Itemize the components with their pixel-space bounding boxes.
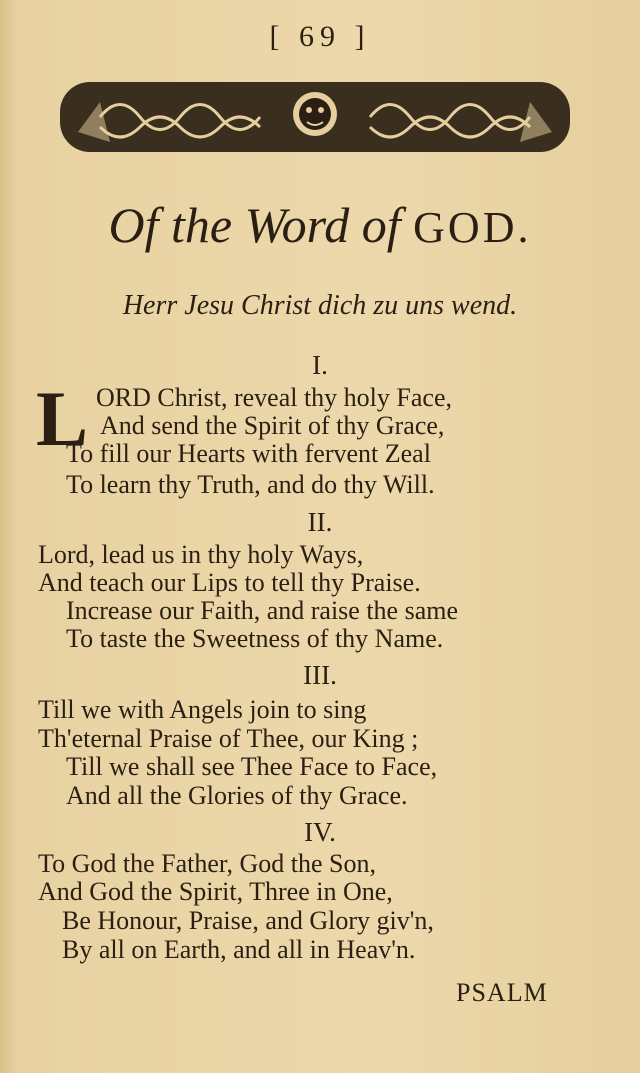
stanza-3-line-1: Till we with Angels join to sing	[38, 695, 367, 724]
stanza-2-line-4: To taste the Sweetness of thy Name.	[66, 624, 444, 653]
stanza-4-line-3: Be Honour, Praise, and Glory giv'n,	[62, 906, 434, 935]
stanza-3-line-2: Th'eternal Praise of Thee, our King ;	[38, 724, 419, 753]
catchword: PSALM	[456, 978, 548, 1007]
stanza-4-line-1: To God the Father, God the Son,	[38, 849, 376, 878]
stanza-2-line-1: Lord, lead us in thy holy Ways,	[38, 540, 364, 569]
stanza-3-line-3: Till we shall see Thee Face to Face,	[66, 752, 438, 781]
tune-subtitle: Herr Jesu Christ dich zu uns wend.	[122, 290, 518, 321]
stanza-3-line-4: And all the Glories of thy Grace.	[66, 781, 408, 810]
stanza-2-line-2: And teach our Lips to tell thy Praise.	[38, 568, 421, 597]
stanza-4-numeral: IV.	[304, 817, 336, 847]
stanza-4-line-2: And God the Spirit, Three in One,	[38, 877, 393, 906]
stanza-1-dropcap: L	[36, 375, 89, 462]
stanza-2-line-3: Increase our Faith, and raise the same	[66, 596, 459, 625]
ornament-headpiece	[60, 72, 570, 162]
page-number: [ 69 ]	[269, 20, 371, 53]
stanza-1-numeral: I.	[312, 350, 328, 380]
stanza-2-numeral: II.	[307, 507, 333, 537]
stanza-1-line-2: And send the Spirit of thy Grace,	[100, 411, 445, 440]
stanza-1-line-1: ORD Christ, reveal thy holy Face,	[96, 383, 452, 412]
stanza-3-numeral: III.	[303, 660, 337, 690]
stanza-1-line-3: To fill our Hearts with fervent Zeal	[66, 439, 431, 468]
stanza-1-line-4: To learn thy Truth, and do thy Will.	[66, 470, 435, 499]
page-title	[0, 196, 640, 254]
title-part1: Of the Word of	[108, 197, 401, 253]
title-part2: GOD.	[413, 203, 532, 252]
stanza-4-line-4: By all on Earth, and all in Heav'n.	[62, 935, 416, 964]
